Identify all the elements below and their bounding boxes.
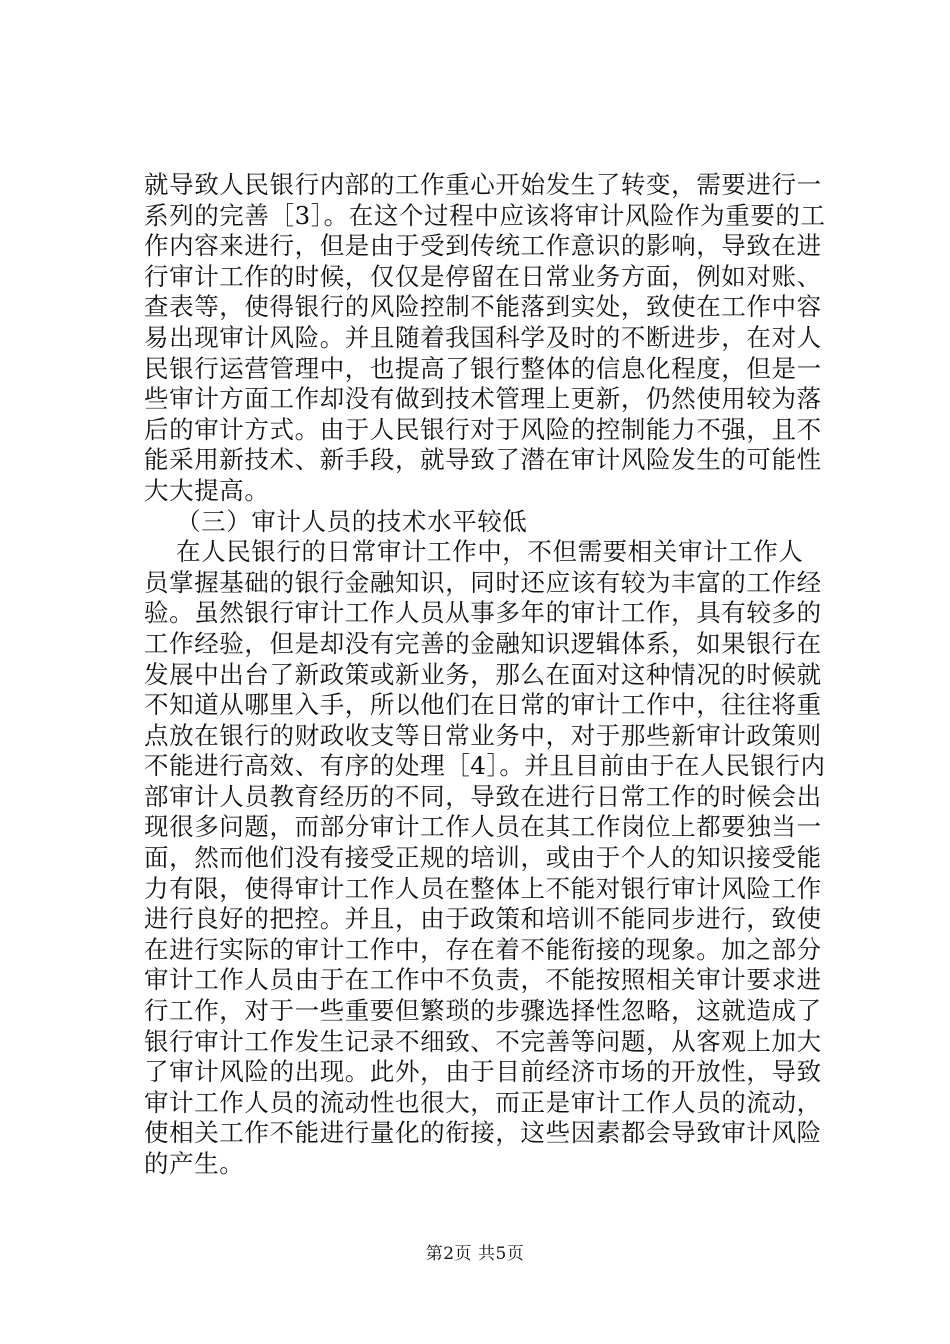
text-line: 审计工作人员由于在工作中不负责，不能按照相关审计要求进 <box>144 965 822 995</box>
text-line: 面，然而他们没有接受正规的培训，或由于个人的知识接受能 <box>144 843 822 873</box>
text-line: 验。虽然银行审计工作人员从事多年的审计工作，具有较多的 <box>144 598 822 628</box>
text-line: 不能进行高效、有序的处理［4］。并且目前由于在人民银行内 <box>144 751 826 781</box>
body-text <box>144 170 824 1180</box>
text-line: 民银行运营管理中，也提高了银行整体的信息化程度，但是一 <box>144 353 822 383</box>
text-line: 些审计方面工作却没有做到技术管理上更新，仍然使用较为落 <box>144 384 822 414</box>
page-number-footer: 第2页 共5页 <box>425 1244 525 1264</box>
text-line: 易出现审计风险。并且随着我国科学及时的不断进步，在对人 <box>144 322 822 352</box>
text-line: 员掌握基础的银行金融知识，同时还应该有较为丰富的工作经 <box>144 567 822 597</box>
paragraph-first-line: 在人民银行的日常审计工作中，不但需要相关审计工作人 <box>176 537 804 567</box>
text-line: 后的审计方式。由于人民银行对于风险的控制能力不强，且不 <box>144 414 822 444</box>
text-line: 进行良好的把控。并且，由于政策和培训不能同步进行，致使 <box>144 904 822 934</box>
section-heading: （三）审计人员的技术水平较低 <box>176 506 528 536</box>
text-line: 不知道从哪里入手，所以他们在日常的审计工作中，往往将重 <box>144 690 822 720</box>
text-line: 查表等，使得银行的风险控制不能落到实处，致使在工作中容 <box>144 292 822 322</box>
text-line: 发展中出台了新政策或新业务，那么在面对这种情况的时候就 <box>144 659 822 689</box>
text-line: 部审计人员教育经历的不同，导致在进行日常工作的时候会出 <box>144 781 822 811</box>
text-line: 工作经验，但是却没有完善的金融知识逻辑体系，如果银行在 <box>144 628 822 658</box>
text-line: 现很多问题，而部分审计工作人员在其工作岗位上都要独当一 <box>144 812 822 842</box>
text-line: 在进行实际的审计工作中，存在着不能衔接的现象。加之部分 <box>144 934 822 964</box>
text-line: 行工作，对于一些重要但繁琐的步骤选择性忽略，这就造成了 <box>144 996 822 1026</box>
text-line: 点放在银行的财政收支等日常业务中，对于那些新审计政策则 <box>144 720 822 750</box>
text-line: 使相关工作不能进行量化的衔接，这些因素都会导致审计风险 <box>144 1118 822 1148</box>
text-line: 力有限，使得审计工作人员在整体上不能对银行审计风险工作 <box>144 873 822 903</box>
text-line: 的产生。 <box>144 1149 245 1178</box>
text-line: 能采用新技术、新手段，就导致了潜在审计风险发生的可能性 <box>144 445 822 475</box>
text-line: 行审计工作的时候，仅仅是停留在日常业务方面，例如对账、 <box>144 261 822 291</box>
text-line: 大大提高。 <box>144 475 270 505</box>
text-line: 银行审计工作发生记录不细致、不完善等问题，从客观上加大 <box>144 1026 822 1056</box>
text-line: 审计工作人员的流动性也很大，而正是审计工作人员的流动， <box>144 1087 822 1117</box>
text-line: 作内容来进行，但是由于受到传统工作意识的影响，导致在进 <box>144 231 822 261</box>
text-line: 了审计风险的出现。此外，由于目前经济市场的开放性，导致 <box>144 1057 822 1087</box>
text-line: 系列的完善［3］。在这个过程中应该将审计风险作为重要的工 <box>144 200 826 230</box>
text-line: 就导致人民银行内部的工作重心开始发生了转变，需要进行一 <box>144 170 822 199</box>
